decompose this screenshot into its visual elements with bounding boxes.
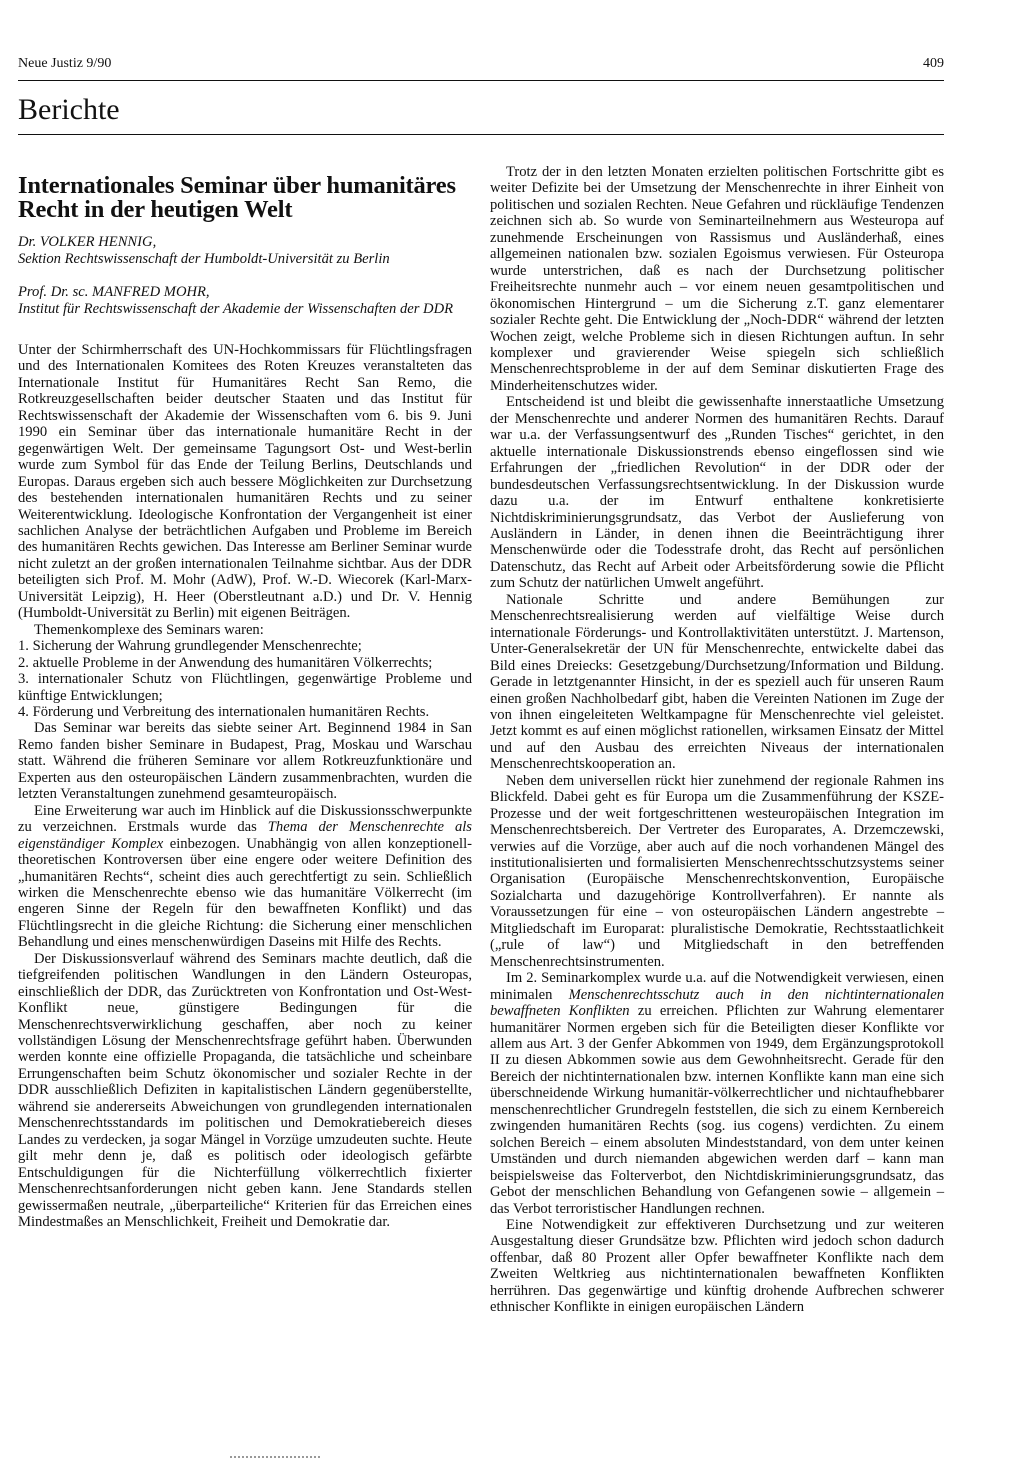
paragraph-intro: Unter der Schirmherrschaft des UN-Hochkommissars für Flüchtlingsfragen und des Internationalen Komitees des Roten Kreuzes veranstalteten das Internationale Institut für Humanitäres Recht San Remo, die Rotkreuzgesellschaften beider deutscher Staaten und das Institut für Rechtswissenschaft der Akademie der Wissenschaften vom 6. bis 9. Juni 1990 ein Seminar über das internationale humanitäre Recht in der gegenwärtigen Welt. Der gemeinsame Tagungsort Ost- und West-berlin wurde zum Symbol für das Ende der Teilung Berlins, Deutschlands und Europas. Daraus ergeben sich auch bessere Möglichkeiten zur Durchsetzung des bestehenden internationalen humanitären Rechts und zu seiner Weiterentwicklung. Ideologische Konfrontation der Vergangenheit ist einer sachlichen Analyse der beträchtlichen Aufgaben und Probleme im Bereich des humanitären Rechts gewichen. Das Interesse am Berliner Seminar wurde nicht zuletzt an der großen internationalen Teilnahme sichtbar. Aus der DDR beteiligten sich Prof. M. Mohr (AdW), Prof. W.-D. Wiecorek (Karl-Marx-Universität Leipzig), H. Heer (Oberstleutnant a.D.) und Dr. V. Hennig (Humboldt-Universität zu Berlin) mit eigenen Beiträgen. — [18, 342, 472, 622]
column-right — [490, 164, 944, 1316]
paragraph-nationale-schritte: Nationale Schritte und andere Bemühungen zur Menschenrechtsrealisierung werden auf vielfältige Weise durch internationale Förderungs- und Kontrollaktivitäten unterstützt. J. Martenson, Unter-Generalsekretär der UN für Menschenrechte, entwickelte dabei das Bild eines Dreiecks: Gesetzgebung/Durchsetzung/Information und Bildung. Gerade in letztgenannter Hinsicht, in der es speziell auch für unseren Raum einen großen Nachholbedarf gibt, haben die Vereinten Nationen im Zuge der von ihnen eingeleiteten Weltkampagne für Menschenrechte viel geleistet. Jetzt kommt es auf einen möglichst rationellen, wirksamen Einsatz der Mittel und auf den Ausbau des erreichten Niveaus der internationalen Menschenrechtskooperation an. — [490, 591, 944, 773]
text-run: zu erreichen. Pflichten zur Wahrung elementarer humanitärer Normen ergeben sich für die Beteiligten dieser Konflikte vor allem aus Art. 3 der Genfer Abkommen von 1949, dem Ergänzungsprotokoll II zu diesen Abkommen sowie aus dem Gewohnheitsrecht. Gerade für den Bereich der nichtinternationalen bzw. internen Konflikte kann man eine sich überschneidende Wirkung humanitär-völkerrechtlicher und nichtaufhebbarer menschenrechtlicher Grundregeln feststellen, die sich zu einem Kernbereich zwingenden humanitären Rechts (sog. ius cogens) verdichten. Zu einem solchen Bereich – einem absoluten Mindeststandard, von dem unter keinen Umständen und durch niemanden abgewichen werden darf – kann man beispielsweise das Folterverbot, den Nichtdiskriminierungsgrundsatz, das Gebot der menschlichen Behandlung von Gefangenen sowie – allgemein – das Verbot terroristischer Handlungen rechnen. — [490, 1003, 944, 1217]
topic-item: 1. Sicherung der Wahrung grundlegender Menschenrechte; — [18, 638, 362, 655]
text-run: einbezogen. Unabhängig von allen konzeptionell-theoretischen Kontroversen über eine engere oder weitere Definition des „humanitären Rechts“, scheint dies auch gerechtfertigt zu sein. Schließlich wirken die Menschenrechte ebenso wie das humanitäre Völkerrecht (im engeren Sinne der Regeln für den bewaffneten Konflikt) und das Flüchtlingsrecht in die gleiche Richtung: die Sicherung einer menschlichen Behandlung und eines menschenwürdigen Daseins mit Hilfe des Rechts. — [18, 835, 472, 951]
section-rule — [18, 134, 944, 135]
topic-item: 2. aktuelle Probleme in der Anwendung des humanitären Völkerrechts; — [18, 654, 433, 671]
paragraph-regional: Neben dem universellen rückt hier zunehmend der regionale Rahmen ins Blickfeld. Dabei geht es für Europa um die Zusammenführung der KSZE-Prozesse und der weit fortgeschrittenen westeuropäischen Integration im Menschenrechtsbereich. Der Vertreter des Europarates, A. Drzemczewski, verwies auf die Vorzüge, aber auch auf die noch vorhandenen Mängel des institutionalisierten und formalisierten Menschenrechtsschutzsystems seiner Organisation (Europäische Menschenrechtskonvention, Europäische Sozialcharta und dazugehörige Kontrollverfahren). Er nannte als Voraussetzungen für eine – von osteuropäischen Ländern angestrebte – Mitgliedschaft im Europarat: pluralistische Demokratie, Rechtsstaatlichkeit („rule of law“) und Mitgliedschaft in den betreffenden Menschenrechtsinstrumenten. — [490, 772, 944, 970]
paragraph-notwendigkeit: Eine Notwendigkeit zur effektiveren Durchsetzung und zur weiteren Ausgestaltung dieser Grundsätze bzw. Pflichten wird jedoch schon dadurch offenbar, daß 80 Prozent aller Opfer bewaffneter Konflikte nach dem Zweiten Weltkrieg aus nichtinternationalen bewaffneten Konflikten herrühren. Das gegenwärtige und künftig drohende Aufbrechen schwerer ethnischer Konflikte in einigen europäischen Ländern — [490, 1217, 944, 1316]
emphasis: Menschenrechtsschutz auch in den nichtinternationalen bewaffneten Konflikten — [490, 986, 944, 1020]
paragraph-defizite: Trotz der in den letzten Monaten erzielten politischen Fortschritte gibt es weiter Defizite bei der Umsetzung der Menschenrechte in ihrer Einheit von politischen und sozialen Rechten. Neue Gefahren und rückläufige Tendenzen zeichnen sich ab. So wurde von Seminarteilnehmern aus Westeuropa auf zunehmende Erscheinungen von Rassismus und Ausländerhaß, eines allgemeinen nationalen bzw. sozialen Egoismus verwiesen. Für Osteuropa wurde unterstrichen, daß es nach der Durchsetzung politischer Freiheitsrechte nunmehr auch – vor einem neuen gesamtpolitischen und ökonomischen Hintergrund – um die Sicherung z.T. ganz elementarer sozialer Rechte geht. Die Entwicklung der „Noch-DDR“ während der letzten Wochen zeigt, welche Probleme sich in diesen Richtungen auftun. In sehr komplexer und gravierender Weise spiegeln sich schließlich Menschenrechtsprobleme in der auf dem Seminar diskutierten Frage des Minderheitenschutzes wider. — [490, 164, 944, 394]
author-name: Prof. Dr. sc. MANFRED MOHR, — [18, 284, 210, 300]
article-title: Internationales Seminar über humanitäres Recht in der heutigen Welt — [18, 172, 456, 223]
topic-item: 4. Förderung und Verbreitung des internationalen humanitären Rechts. — [18, 703, 430, 720]
author-affiliation: Sektion Rechtswissenschaft der Humboldt-Universität zu Berlin — [18, 251, 390, 267]
journal-issue: Neue Justiz 9/90 — [18, 56, 112, 71]
text-run: Eine Erweiterung war auch im Hinblick auf die Diskussionsschwerpunkte zu verzeichnen. Erstmals wurde das — [18, 802, 472, 836]
paragraph-topics-lead: Themenkomplexe des Seminars waren: — [34, 621, 264, 638]
author-block-1 — [18, 234, 472, 268]
scan-artifact — [230, 1456, 320, 1464]
paragraph-seminarkomplex — [490, 970, 944, 1217]
emphasis: Thema der Menschenrechte als eigenständiger Komplex — [18, 819, 472, 852]
section-title: Berichte — [18, 93, 120, 126]
column-left — [18, 164, 472, 1230]
text-run: Im 2. Seminarkomplex wurde u.a. auf die Notwendigkeit verwiesen, einen minimalen — [490, 970, 944, 1003]
author-name: Dr. VOLKER HENNIG, — [18, 234, 157, 250]
header-rule — [18, 80, 944, 81]
paragraph-diskussion: Der Diskussionsverlauf während des Seminars machte deutlich, daß die tiefgreifenden politischen Wandlungen in den Ländern Osteuropas, einschließlich der DDR, das Zurücktreten von Konfrontation und Ost-West-Konflikt neue, günstigere Bedingungen für die Menschenrechtsverwirklichung geschaffen, aber noch zu keiner vollständigen Lösung der Menschenrechtsfrage geführt haben. Überwunden werden konnte eine offizielle Propaganda, die tatsächliche und scheinbare Errungenschaften beim Schutz ökonomischer und sozialer Rechte in der DDR ausschließlich Defiziten in kapitalistischen Ländern gegenüberstellte, während sie andererseits Abweichungen von grundlegenden internationalen Menschenrechtsstandards im politischen und Demokratiebereich dieses Landes zu verdecken, ja sogar Mängel in Vorzüge umzudeuten suchte. Heute gilt mehr denn je, daß es politisch oder ideologisch gefärbte Entschuldigungen für die Nichterfüllung völkerrechtlich fixierter Menschenrechtsanforderungen nicht geben kann. Jene Standards stellen gewissermaßen neutrale, „überparteiliche“ Kriterien für das Erreichen eines Mindestmaßes an Menschlichkeit, Freiheit und Demokratie dar. — [18, 950, 472, 1231]
topic-item: 3. internationaler Schutz von Flüchtlingen, gegenwärtige Probleme und künftige Entwicklungen; — [18, 671, 472, 704]
paragraph-umsetzung: Entscheidend ist und bleibt die gewissenhafte innerstaatliche Umsetzung der Menschenrechte und anderer Normen des humanitären Rechts. Darauf war u.a. der Verfassungsentwurf des „Runden Tisches“ gerichtet, in den aktuelle internationale Diskussionstrends ebenso eingeflossen sind wie Erfahrungen der „friedlichen Revolution“ in der DDR oder der bundesdeutschen Verfassungsrechtsentwicklung. In der Diskussion wurde dazu u.a. der im Entwurf enthaltene konkretisierte Nichtdiskriminierungsgrundsatz, das Verbot der Auslieferung von Ausländern in Länder, in denen ihnen die Beeinträchtigung ihrer Menschenwürde oder die Todesstrafe droht, das Recht auf persönlichen Datenschutz, das Recht auf Arbeit oder Arbeitsförderung sowie die Pflicht zum Schutz der natürlichen Umwelt angeführt. — [490, 394, 944, 592]
author-block-2 — [18, 284, 472, 318]
author-affiliation: Institut für Rechtswissenschaft der Akademie der Wissenschaften der DDR — [18, 301, 454, 317]
paragraph-seminar-history: Das Seminar war bereits das siebte seiner Art. Beginnend 1984 in San Remo fanden bisher Seminare in Budapest, Prag, Moskau und Warschau statt. Während die früheren Seminare vor allem Rotkreuzfunktionäre und Experten aus den osteuropäischen Ländern zusammenbrachten, wurden die letzten Veranstaltungen zunehmend gesamteuropäisch. — [18, 720, 472, 803]
page-number: 409 — [923, 56, 944, 71]
paragraph-erweiterung — [18, 803, 472, 951]
